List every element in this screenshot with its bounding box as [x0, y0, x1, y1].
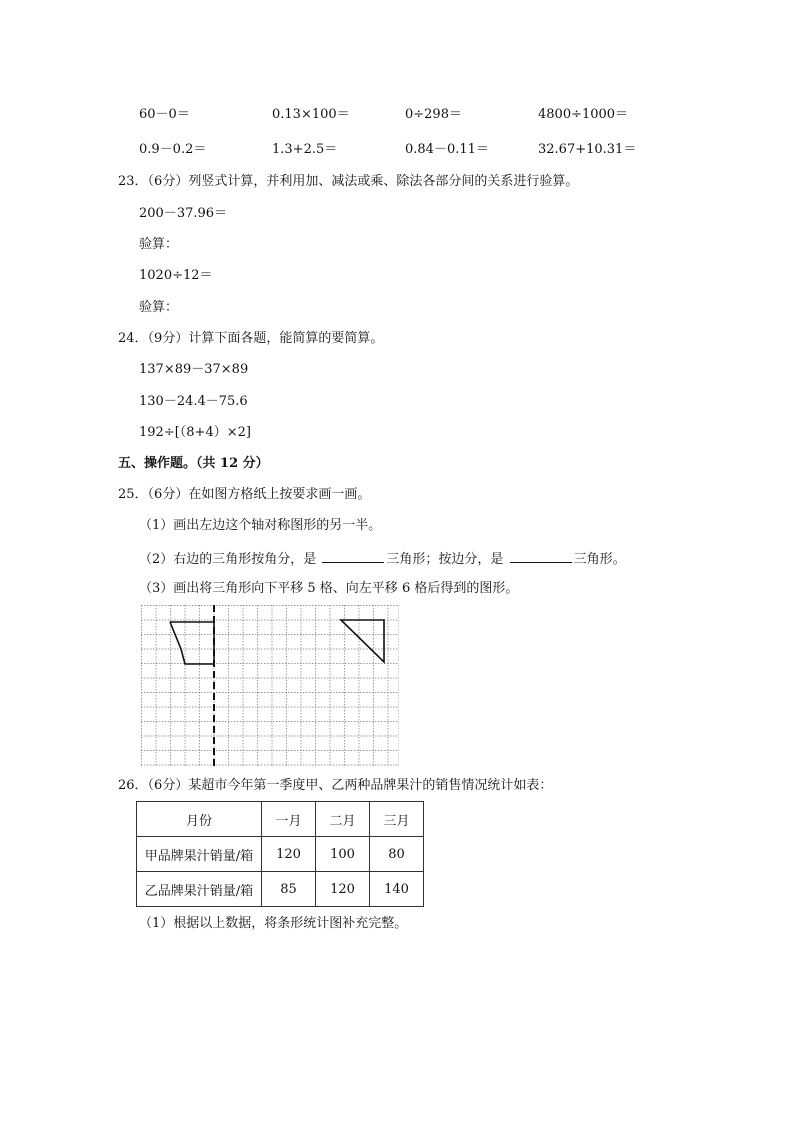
calc-row2-item-3: 0.84－0.11＝ — [405, 142, 489, 157]
q24-item-3: 192÷[（8+4）×2] — [139, 425, 251, 440]
half-shape-left — [170, 622, 214, 664]
right-triangle-shape — [341, 620, 384, 662]
table-cell: 120 — [262, 837, 316, 872]
section5-title: 五、操作题。（共 12 分） — [118, 456, 269, 471]
q25-sub2-part-a: （2）右边的三角形按角分，是 — [139, 552, 317, 567]
q23-check1: 验算： — [139, 237, 179, 252]
table-row — [137, 837, 424, 872]
table-header-cell: 一月 — [262, 802, 316, 837]
table-cell: 140 — [370, 872, 424, 907]
q23-expr1: 200－37.96＝ — [139, 206, 228, 221]
q25-sub2-part-c: 三角形。 — [573, 552, 626, 567]
answer-blank-angle[interactable] — [322, 550, 384, 563]
q23-expr2: 1020÷12＝ — [139, 268, 213, 283]
table-header-cell: 二月 — [316, 802, 370, 837]
q24-title: 24．（9分）计算下面各题，能简算的要简算。 — [118, 331, 384, 346]
q24-item-1: 137×89－37×89 — [139, 362, 249, 377]
calc-row2-item-4: 32.67+10.31＝ — [538, 142, 637, 157]
q26-sub1: （1）根据以上数据，将条形统计图补充完整。 — [139, 916, 408, 931]
q23-title: 23．（6分）列竖式计算，并利用加、减法或乘、除法各部分间的关系进行验算。 — [118, 174, 579, 189]
q25-sub3: （3）画出将三角形向下平移 5 格、向左平移 6 格后得到的图形。 — [139, 581, 519, 596]
calc-row2-item-1: 0.9－0.2＝ — [139, 142, 207, 157]
calc-row2-item-2: 1.3+2.5＝ — [272, 142, 338, 157]
calc-row1-item-1: 60－0＝ — [139, 107, 190, 122]
q25-sub1: （1）画出左边这个轴对称图形的另一半。 — [139, 518, 382, 533]
q24-item-2: 130－24.4－75.6 — [139, 394, 248, 409]
table-header-row — [137, 802, 424, 837]
calc-row1-item-2: 0.13×100＝ — [272, 107, 350, 122]
table-row — [137, 872, 424, 907]
grid-paper-figure[interactable] — [141, 605, 399, 767]
answer-blank-side[interactable] — [510, 550, 572, 563]
q23-check2: 验算： — [139, 300, 179, 315]
table-cell: 80 — [370, 837, 424, 872]
table-cell: 120 — [316, 872, 370, 907]
calc-row1-item-3: 0÷298＝ — [405, 107, 462, 122]
table-cell: 100 — [316, 837, 370, 872]
table-cell: 甲品牌果汁销量/箱 — [137, 837, 262, 872]
q26-title: 26．（6分）某超市今年第一季度甲、乙两种品牌果汁的销售情况统计如表： — [118, 778, 553, 793]
calc-row1-item-4: 4800÷1000＝ — [538, 107, 629, 122]
q25-sub2-part-b: 三角形；按边分，是 — [386, 552, 504, 567]
q25-sub2 — [139, 550, 626, 568]
table-header-cell: 三月 — [370, 802, 424, 837]
q25-title: 25．（6分）在如图方格纸上按要求画一画。 — [118, 487, 371, 502]
sales-table — [136, 801, 424, 907]
table-cell: 乙品牌果汁销量/箱 — [137, 872, 262, 907]
grid-lines — [141, 605, 399, 767]
table-cell: 85 — [262, 872, 316, 907]
table-header-cell: 月份 — [137, 802, 262, 837]
